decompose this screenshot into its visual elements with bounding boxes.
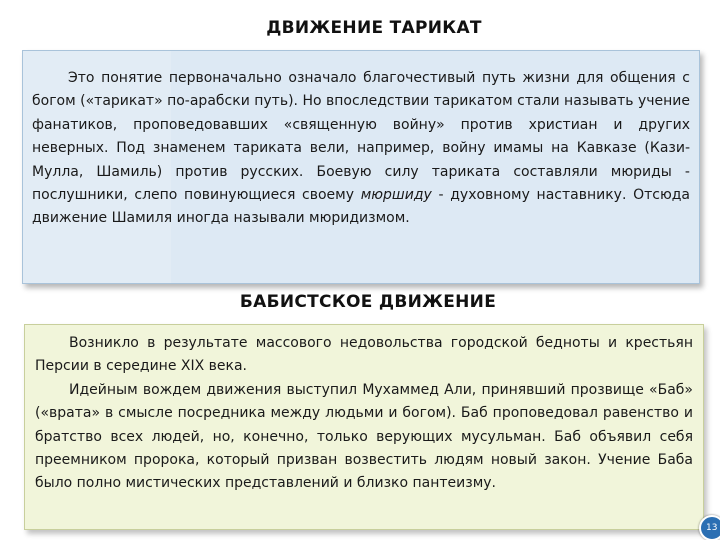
tarikat-paragraph (32, 67, 690, 231)
babism-paragraph-2: Идейным вождем движения выступил Мухаммед Али, принявший прозвище «Баб» («врата» в смысле посредника между людьми и богом). Баб проповедовал равенство и братство всех людей, но, конечно, только верующих мусульман. Баб объявил себя преемником пророка, который призван возвестить людям новый закон. Учение Баба было полно мистических представлений и близко пантеизму. (35, 381, 693, 492)
tarikat-text-box (22, 50, 700, 284)
page-number-badge: 13 (699, 515, 720, 540)
section-title-babism: БАБИСТСКОЕ ДВИЖЕНИЕ (239, 292, 497, 312)
babism-paragraph-1: Возникло в результате массового недовольства городской бедноты и крестьян Персии в середине XIX века. (35, 335, 693, 375)
section-title-tarikat: ДВИЖЕНИЕ ТАРИКАТ (266, 18, 482, 38)
tarikat-text-part1: Это понятие первоначально означало благочестивый путь жизни для общения с богом («тарикат» по-арабски путь). Но впоследствии тарикатом стали называть учение фанатиков, проповедовавших «священную войну» против христиан и других неверных. Под знаменем тариката вели, например, войну имамы на Кавказе (Кази-Мулла, Шамиль) против русских. Боевую силу тариката составляли мюриды - послушники, слепо повинующиеся своему (32, 70, 691, 204)
tarikat-text-part2: - духовному наставнику. Отсюда движение Шамиля иногда называли мюридизмом. (32, 187, 690, 227)
babism-text-box (24, 324, 704, 530)
tarikat-text-italic: мюршиду (360, 187, 432, 204)
